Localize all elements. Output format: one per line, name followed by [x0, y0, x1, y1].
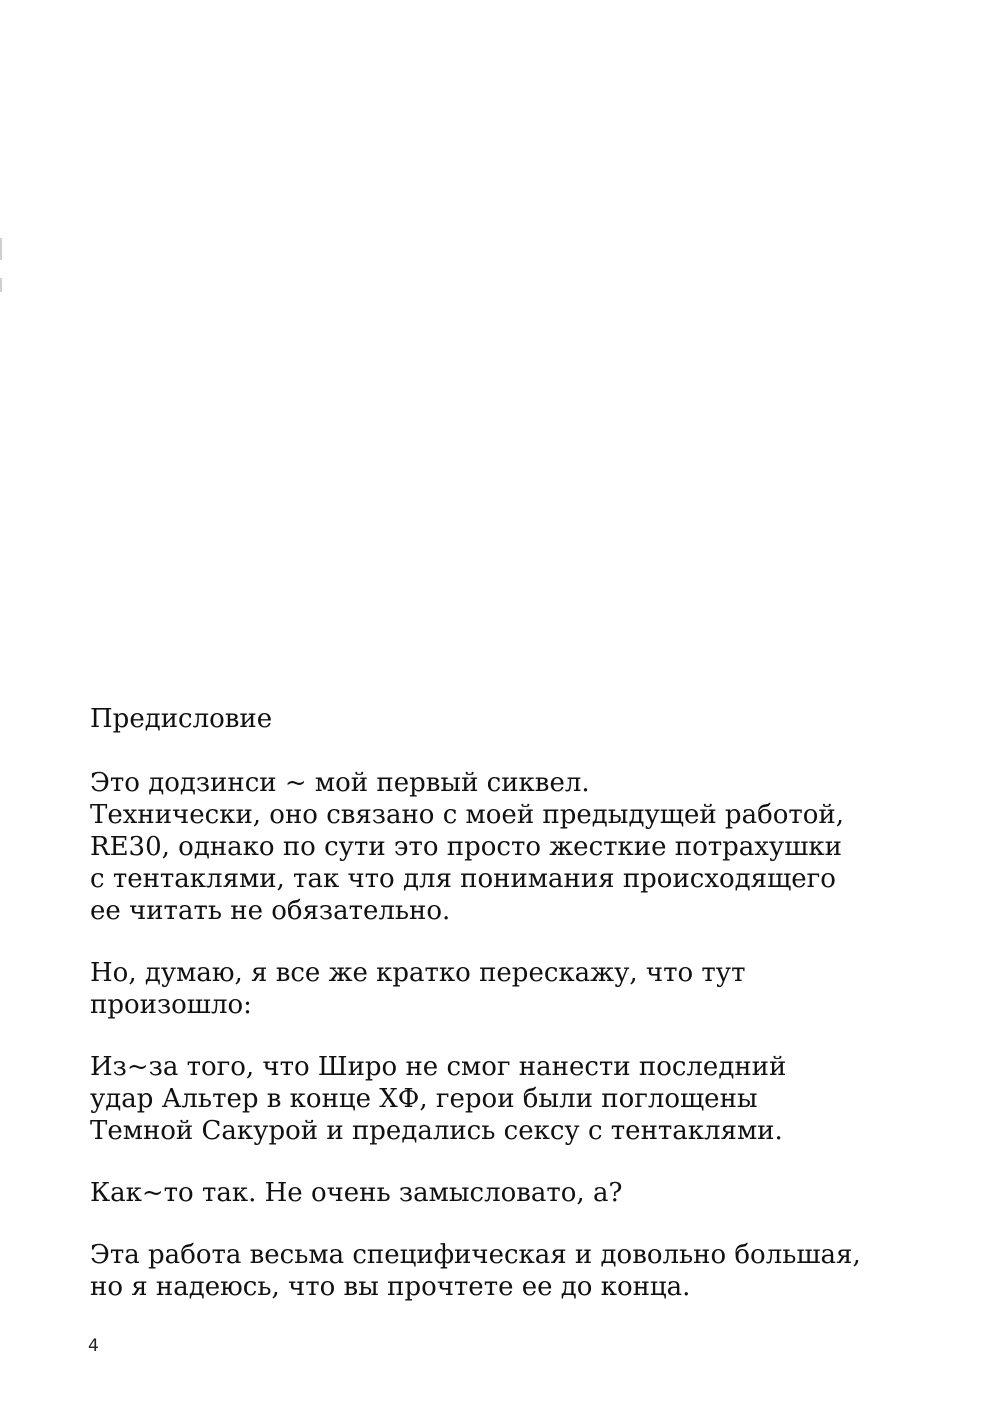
paragraph-gap	[90, 1209, 970, 1239]
text-line: RE30, однако по сути это просто жесткие потрахушки	[90, 832, 842, 862]
text-line: Темной Сакурой и предались сексу с тентаклями.	[90, 1116, 783, 1146]
paragraph-gap	[90, 927, 970, 957]
text-line: Технически, оно связано с моей предыдущей работой,	[90, 800, 845, 830]
scan-edge-mark	[0, 278, 2, 292]
text-line: удар Альтер в конце ХФ, герои были поглощены	[90, 1084, 758, 1114]
page-number: 4	[88, 1336, 99, 1356]
text-line: Эта работа весьма специфическая и довольно большая,	[90, 1240, 861, 1270]
preface-heading: Предисловие	[90, 704, 273, 734]
text-line: с тентаклями, так что для понимания происходящего	[90, 864, 836, 894]
paragraph-gap	[90, 1147, 970, 1177]
text-line: ее читать не обязательно.	[90, 896, 451, 926]
text-line: Но, думаю, я все же кратко перескажу, что тут	[90, 958, 746, 988]
text-line: произошло:	[90, 990, 252, 1020]
text-line: Это додзинси ~ мой первый сиквел.	[90, 768, 590, 798]
text-line: но я надеюсь, что вы прочтете ее до конца.	[90, 1272, 691, 1302]
text-line: Из~за того, что Широ не смог нанести последний	[90, 1052, 787, 1082]
preface-text	[90, 703, 970, 1303]
scan-edge-mark	[0, 238, 2, 260]
paragraph-gap	[90, 1021, 970, 1051]
text-line: Как~то так. Не очень замысловато, а?	[90, 1178, 623, 1208]
